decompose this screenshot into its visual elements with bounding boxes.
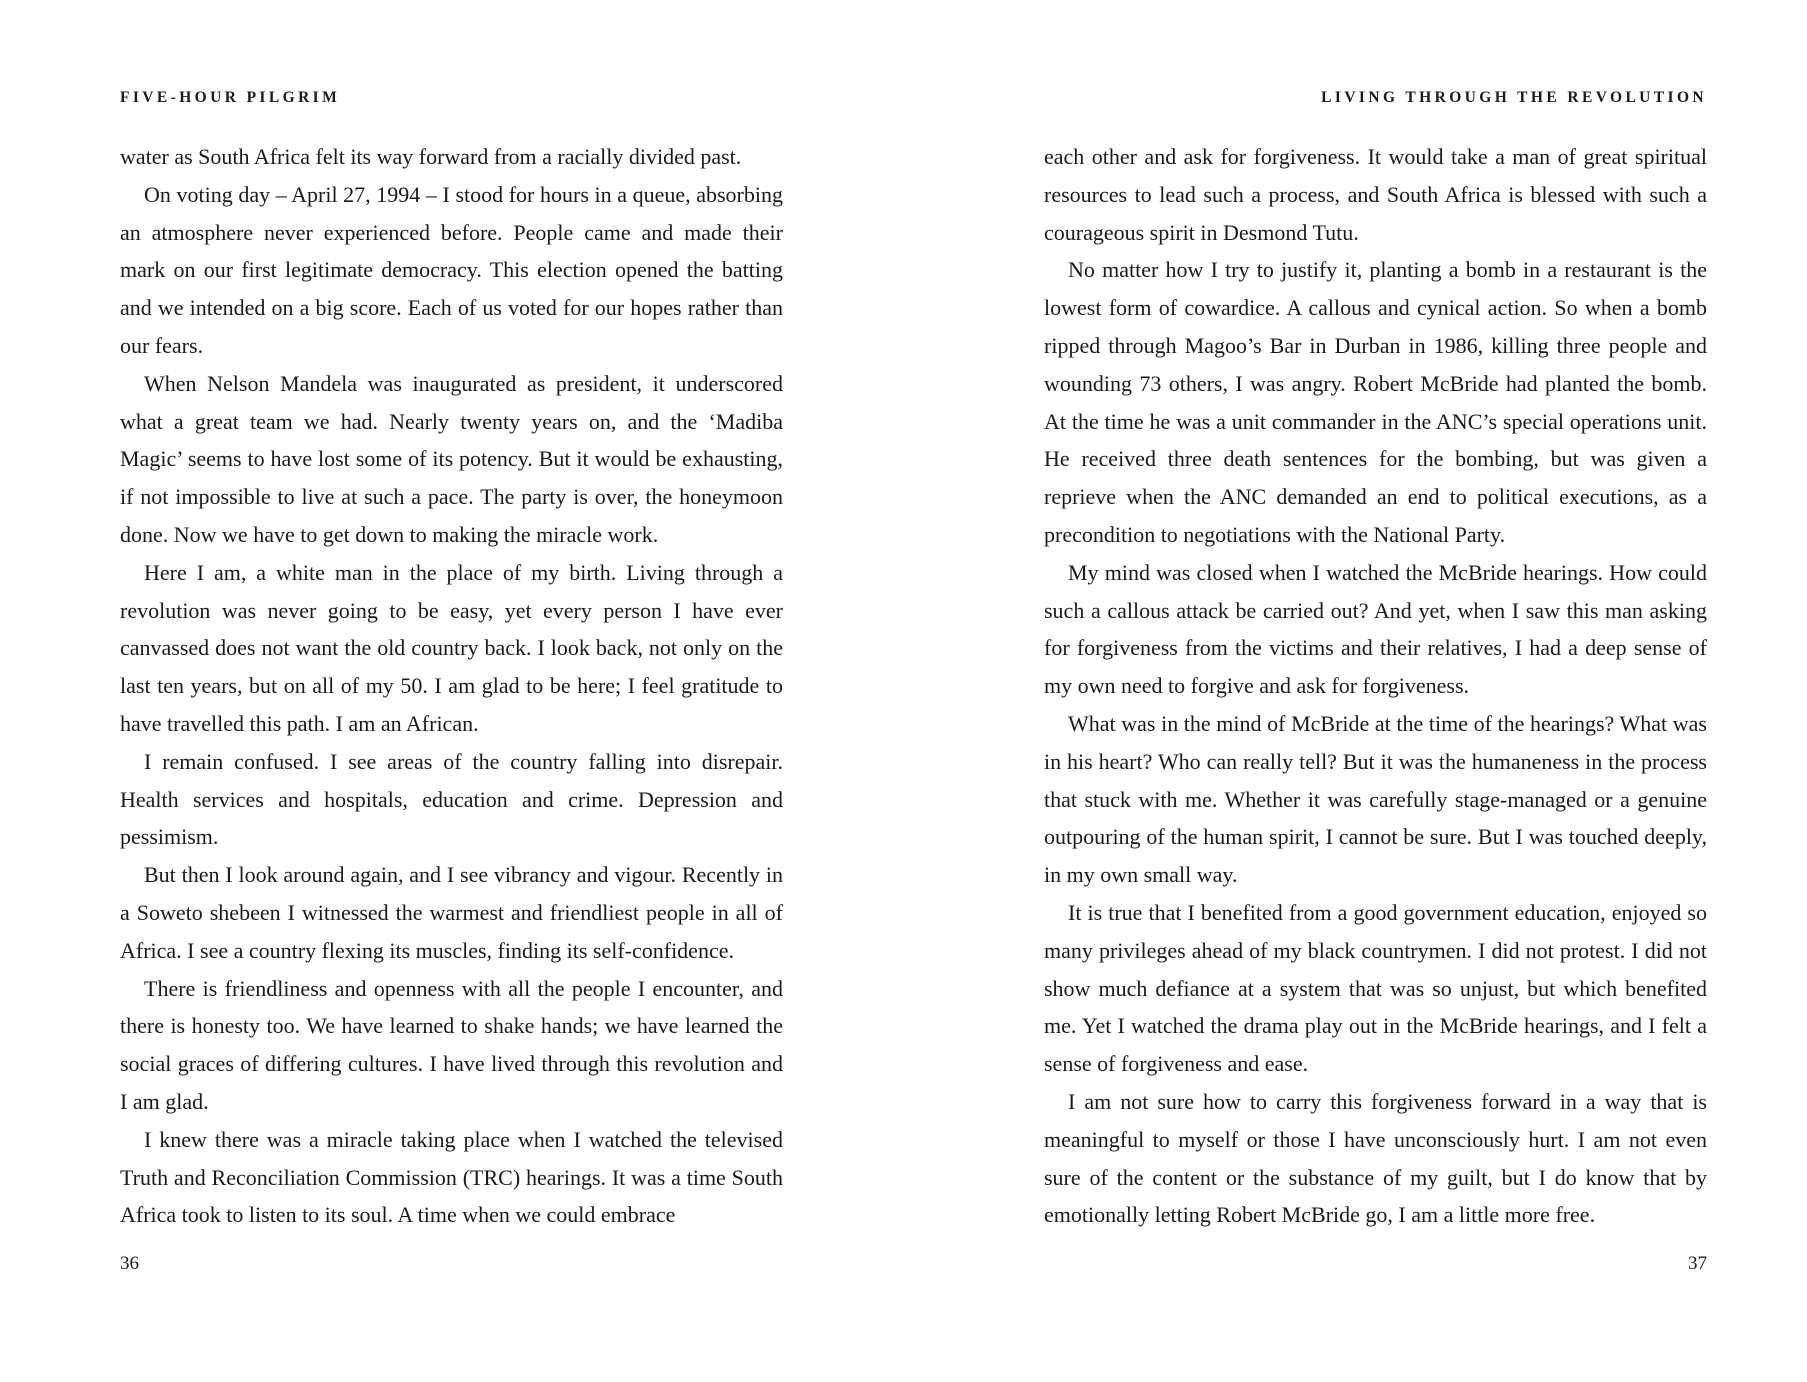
paragraph: water as South Africa felt its way forward from a racially divided past. <box>120 144 742 169</box>
running-head-right: LIVING THROUGH THE REVOLUTION <box>1321 89 1707 106</box>
left-page-body <box>120 138 783 1234</box>
page-number-right: 37 <box>1688 1253 1707 1274</box>
paragraph: I remain confused. I see areas of the country falling into disrepair. Health services and hospitals, education and crime. Depression and pessimism. <box>120 748 783 850</box>
left-page <box>120 0 783 1382</box>
paragraph: When Nelson Mandela was inaugurated as president, it underscored what a great team we had. Nearly twenty years on, and the ‘Madiba Magic’ seems to have lost some of its potency. But it would be exhausting, if not impossible to live at such a pace. The party is over, the honeymoon done. Now we have to get down to making the miracle work. <box>120 370 783 547</box>
paragraph: Here I am, a white man in the place of my birth. Living through a revolution was never going to be easy, yet every person I have ever canvassed does not want the old country back. I look back, not only on the last ten years, but on all of my 50. I am glad to be here; I feel gratitude to have travelled this path. I am an African. <box>120 559 783 736</box>
paragraph: I am not sure how to carry this forgiveness forward in a way that is meaningful to myself or those I have unconsciously hurt. I am not even sure of the content or the substance of my guilt, but I do know that by emotionally letting Robert McBride go, I am a little more free. <box>1044 1088 1707 1228</box>
paragraph: I knew there was a miracle taking place when I watched the televised Truth and Reconciliation Commission (TRC) hearings. It was a time South Africa took to listen to its soul. A time when we could embrace <box>120 1126 783 1228</box>
paragraph: But then I look around again, and I see vibrancy and vigour. Recently in a Soweto shebeen I witnessed the warmest and friendliest people in all of Africa. I see a country flexing its muscles, finding its self-confidence. <box>120 862 783 963</box>
paragraph: No matter how I try to justify it, planting a bomb in a restaurant is the lowest form of cowardice. A callous and cynical action. So when a bomb ripped through Magoo’s Bar in Durban in 1986, killing three people and wounding 73 others, I was angry. Robert McBride had planted the bomb. At the time he was a unit commander in the ANC’s special operations unit. He received three death sentences for the bombing, but was given a reprieve when the ANC demanded an end to political executions, as a precondition to negotiations with the National Party. <box>1044 257 1707 547</box>
right-page-body <box>1044 138 1707 1234</box>
page-number-left: 36 <box>120 1253 139 1274</box>
paragraph: each other and ask for forgiveness. It would take a man of great spiritual resources to lead such a process, and South Africa is blessed with such a courageous spirit in Desmond Tutu. <box>1044 144 1707 245</box>
paragraph: What was in the mind of McBride at the time of the hearings? What was in his heart? Who can really tell? But it was the humaneness in the process that stuck with me. Whether it was carefully stage-managed or a genuine outpouring of the human spirit, I cannot be sure. But I was touched deeply, in my own small way. <box>1044 710 1707 888</box>
right-page <box>1044 0 1707 1382</box>
paragraph: It is true that I benefited from a good government education, enjoyed so many privileges ahead of my black countrymen. I did not protest. I did not show much defiance at a system that was so unjust, but which benefited me. Yet I watched the drama play out in the McBride hearings, and I felt a sense of forgiveness and ease. <box>1044 899 1707 1077</box>
paragraph: There is friendliness and openness with all the people I encounter, and there is honesty too. We have learned to shake hands; we have learned the social graces of differing cultures. I have lived through this revolution and I am glad. <box>120 975 783 1114</box>
paragraph: On voting day – April 27, 1994 – I stood for hours in a queue, absorbing an atmosphere never experienced before. People came and made their mark on our first legitimate democracy. This election opened the batting and we intended on a big score. Each of us voted for our hopes rather than our fears. <box>120 181 783 358</box>
paragraph: My mind was closed when I watched the McBride hearings. How could such a callous attack be carried out? And yet, when I saw this man asking for forgiveness from the victims and their relatives, I had a deep sense of my own need to forgive and ask for forgiveness. <box>1044 559 1707 699</box>
running-head-left: FIVE-HOUR PILGRIM <box>120 89 341 106</box>
